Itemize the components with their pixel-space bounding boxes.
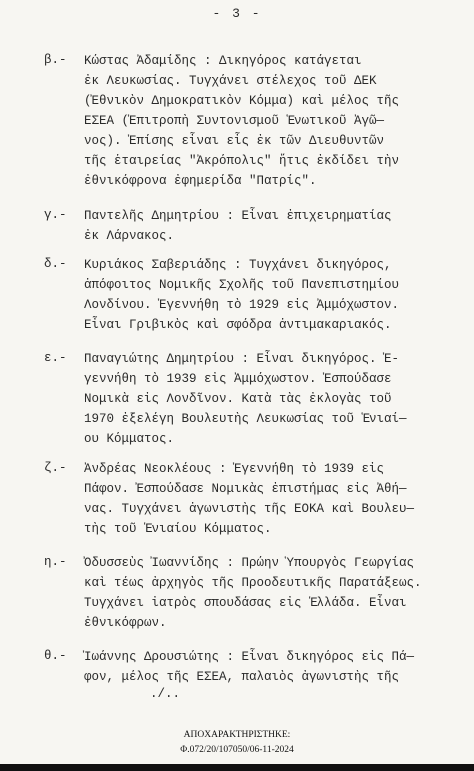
entry-line: Πάφον. Ἐσπούδασε Νομικὰς ἐπιστήμας εἰς Ἀθή—: [84, 482, 407, 496]
entry-line: Κυριάκος Σαβεριάδης : Τυγχάνει δικηγόρος,: [84, 258, 392, 272]
entry-line: ἐκ Λάρνακος.: [84, 229, 175, 243]
entry-line: Κώστας Ἀδαμίδης : Δικηγόρος κατάγεται: [84, 54, 362, 68]
entry-line: καὶ τέως ἀρχηγὸς τῆς Προοδευτικῆς Παρατάξεως.: [84, 576, 422, 590]
entry-line: ἐθνικόφρονα ἐφημερίδα "Πατρίς".: [84, 174, 317, 188]
entry-line: 1970 ἐξελέγη Βουλευτὴς Λευκωσίας τοῦ Ἑνιαί—: [84, 412, 407, 426]
entry-line: Παντελῆς Δημητρίου : Εἶναι ἐπιχειρηματίας: [84, 209, 392, 223]
entry-line: τῆς ἑταιρείας "Ἀκρόπολις" ἥτις ἐκδίδει τὴν: [84, 154, 400, 168]
entry-line: (Ἐθνικὸν Δημοκρατικὸν Κόμμα) καὶ μέλος τῆς: [84, 94, 400, 108]
entry-line: Παναγιώτης Δημητρίου : Εἶναι δικηγόρος. Ἐ-: [84, 352, 400, 366]
continuation-mark: ./..: [150, 687, 181, 701]
entry-marker: β.-: [44, 53, 67, 67]
entry-line: ου Κόμματος.: [84, 432, 175, 446]
entry-line: φον, μέλος τῆς ΕΣΕΑ, παλαιὸς ἀγωνιστὴς τῆς: [84, 670, 400, 684]
entry-line: νος). Ἐπίσης εἶναι εἷς ἐκ τῶν Διευθυντῶν: [84, 134, 385, 148]
entry-line: τὴς τοῦ Ἑνιαίου Κόμματος.: [84, 522, 272, 536]
entry-line: ΕΣΕΑ (Ἐπιτροπὴ Συντονισμοῦ Ἑνωτικοῦ Ἀγῶ—: [84, 114, 385, 128]
entry-line: γεννήθη τὸ 1939 εἰς Ἀμμόχωστον. Ἐσπούδασε: [84, 372, 392, 386]
bottom-border: [0, 764, 474, 771]
declassification-stamp-label: ΑΠΟΧΑΡΑΚΤΗΡΙΣΤΗΚΕ:: [183, 730, 291, 740]
entry-marker: ε.-: [44, 351, 67, 365]
entry-line: Τυγχάνει ἰατρὸς σπουδάσας εἰς Ἑλλάδα. Εἶναι: [84, 596, 407, 610]
declassification-reference: Φ.072/20/107050/06-11-2024: [180, 745, 294, 755]
entry-line: Εἶναι Γριβικὸς καὶ σφόδρα ἀντιμακαριακός.: [84, 318, 392, 332]
entry-line: ἐθνικόφρων.: [84, 616, 167, 630]
entry-line: ἀπόφοιτος Νομικῆς Σχολῆς τοῦ Πανεπιστημίου: [84, 278, 400, 292]
entry-line: ἐκ Λευκωσίας. Τυγχάνει στέλεχος τοῦ ΔΕΚ: [84, 74, 377, 88]
entry-marker: γ.-: [44, 208, 67, 222]
entry-line: νας. Τυγχάνει ἀγωνιστὴς τῆς ΕΟΚΑ καὶ Βουλευ—: [84, 502, 415, 516]
entry-line: Λονδίνου. Ἐγεννήθη τὸ 1929 εἰς Ἀμμόχωστον.: [84, 298, 400, 312]
entry-marker: θ.-: [44, 649, 67, 663]
entry-marker: δ.-: [44, 257, 67, 271]
entry-marker: ζ.-: [44, 461, 67, 475]
entry-line: Νομικὰ εἰς Λονδῖνον. Κατὰ τὰς ἐκλογὰς τοῦ: [84, 392, 392, 406]
page-number: - 3 -: [212, 6, 262, 21]
entry-line: Ὀδυσσεὺς Ἰωαννίδης : Πρώην Ὑπουργὸς Γεωργίας: [84, 556, 415, 570]
entry-line: Ἀνδρέας Νεοκλέους : Ἐγεννήθη τὸ 1939 εἰς: [84, 462, 385, 476]
entry-line: Ἰωάννης Δρουσιώτης : Εἶναι δικηγόρος εἰς Πά—: [84, 650, 415, 664]
entry-marker: η.-: [44, 555, 67, 569]
